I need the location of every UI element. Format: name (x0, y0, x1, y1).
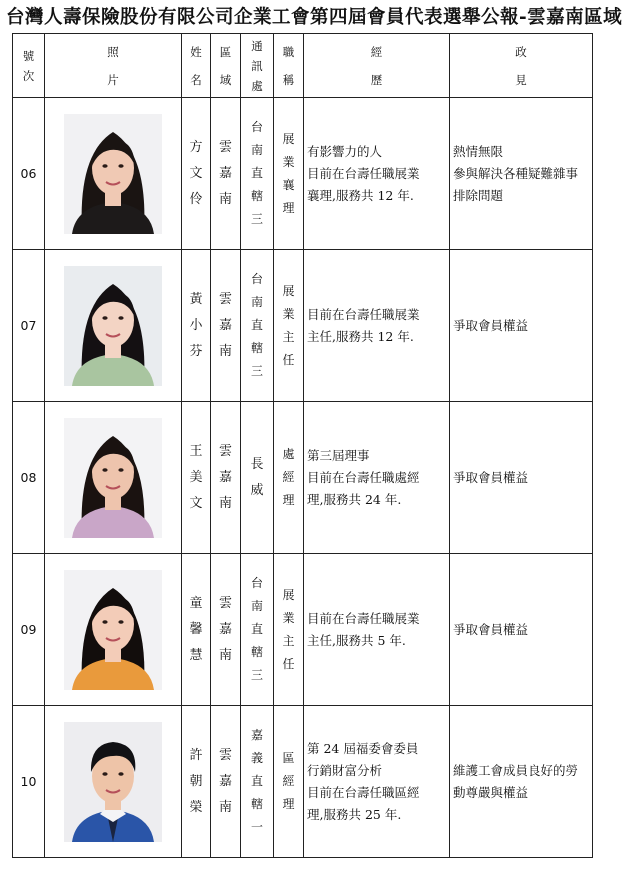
header-photo (45, 34, 182, 98)
candidate-office-cell (241, 554, 274, 706)
candidate-region-cell (211, 402, 241, 554)
candidate-title-cell (274, 98, 304, 250)
candidate-title-char: 處 (282, 447, 295, 461)
candidate-name-char: 王 (189, 443, 203, 459)
candidate-region-char: 南 (218, 799, 232, 815)
candidate-office (250, 452, 263, 504)
header-char: 片 (107, 72, 119, 87)
experience-line: 有影響力的人 (307, 143, 383, 159)
experience-line: 目前在台壽任職展業 (307, 165, 420, 181)
candidate-number: 09 (13, 554, 45, 706)
candidate-title-char: 任 (282, 656, 295, 671)
candidate-name-char: 芬 (189, 343, 203, 359)
candidate-title (282, 128, 294, 220)
candidate-office-char: 台 (250, 120, 263, 134)
header-char: 稱 (282, 72, 295, 87)
candidate-office-char: 三 (250, 212, 263, 226)
experience-line: 第三屆理事 (307, 447, 370, 463)
candidate-region-char: 嘉 (218, 317, 232, 333)
candidate-name-char: 伶 (189, 191, 203, 207)
header-char: 姓 (190, 44, 202, 59)
header-char: 職 (282, 44, 295, 59)
candidate-photo (64, 266, 162, 386)
candidate-region-char: 雲 (218, 595, 232, 611)
candidate-title (282, 280, 294, 372)
portrait-image (64, 266, 162, 386)
header-office (241, 34, 274, 98)
candidate-title-char: 主 (282, 633, 295, 648)
candidate-title-cell (274, 250, 304, 402)
candidate-title-char: 理 (282, 797, 295, 811)
candidate-office-char: 直 (250, 318, 263, 332)
portrait-image (64, 418, 162, 538)
header-policy (450, 34, 593, 98)
candidate-number: 07 (13, 250, 45, 402)
candidate-title-cell (274, 554, 304, 706)
candidate-name-cell (182, 402, 211, 554)
portrait-image (64, 722, 162, 842)
candidate-office (251, 268, 263, 383)
candidate-name-cell (182, 706, 211, 858)
candidate-office-cell (241, 98, 274, 250)
candidate-name-char: 榮 (189, 799, 203, 815)
experience-line: 理,服務共 24 年. (307, 491, 402, 507)
candidate-number: 10 (13, 706, 45, 858)
candidate-policy (450, 706, 593, 858)
candidate-title-char: 業 (282, 154, 295, 169)
candidate-photo-cell (45, 706, 182, 858)
header-number (13, 34, 45, 98)
candidate-title-char: 展 (282, 587, 295, 602)
candidate-name-char: 慧 (189, 647, 203, 663)
candidate-region-cell (211, 706, 241, 858)
header-char: 訊 (251, 58, 263, 73)
candidate-name-cell (182, 98, 211, 250)
candidate-region-char: 雲 (218, 443, 232, 459)
candidate-name-char: 文 (189, 495, 203, 511)
policy-line: 爭取會員權益 (453, 469, 529, 485)
candidate-title-char: 主 (282, 329, 295, 344)
candidate-experience (304, 706, 450, 858)
candidate-name-char: 文 (189, 165, 203, 181)
candidate-experience (304, 402, 450, 554)
candidate-photo (64, 114, 162, 234)
candidate-policy (450, 250, 593, 402)
policy-line: 爭取會員權益 (453, 317, 529, 333)
header-job-title (274, 34, 304, 98)
candidate-title-char: 經 (282, 470, 295, 484)
header-region (211, 34, 241, 98)
experience-line: 目前在台壽任職處經 (307, 469, 420, 485)
candidate-title-char: 區 (282, 751, 295, 765)
candidate-name-char: 黃 (189, 291, 203, 307)
candidate-row (13, 98, 593, 250)
candidate-region (219, 591, 232, 669)
candidate-region-char: 嘉 (218, 165, 232, 181)
candidate-region (219, 439, 232, 517)
candidate-title-char: 業 (282, 610, 295, 625)
portrait-image (64, 570, 162, 690)
candidate-row (13, 706, 593, 858)
candidate-region-char: 南 (218, 495, 232, 511)
candidate-policy (450, 98, 593, 250)
candidate-office-cell (241, 250, 274, 402)
candidate-name-char: 方 (189, 139, 203, 155)
candidate-name (189, 287, 202, 365)
candidate-region-char: 雲 (218, 139, 232, 155)
policy-line: 參與解決各種疑難雜事 (453, 165, 579, 181)
candidate-office-char: 轄 (250, 797, 263, 811)
experience-line: 理,服務共 25 年. (307, 806, 402, 822)
experience-line: 行銷財富分析 (307, 762, 383, 778)
candidate-region-char: 雲 (218, 291, 232, 307)
candidate-region-char: 嘉 (218, 469, 232, 485)
candidate-name-char: 美 (189, 469, 203, 485)
candidate-number: 06 (13, 98, 45, 250)
header-char: 名 (190, 72, 202, 87)
header-experience (304, 34, 450, 98)
candidate-office-char: 南 (250, 599, 263, 613)
candidate-experience (304, 554, 450, 706)
candidate-name-char: 朝 (189, 773, 203, 789)
candidate-office (251, 116, 263, 231)
candidate-office-char: 嘉 (250, 728, 263, 742)
candidate-row (13, 250, 593, 402)
candidate-office-char: 直 (250, 166, 263, 180)
candidate-name (189, 743, 202, 821)
candidate-office-char: 三 (250, 364, 263, 378)
candidate-photo (64, 570, 162, 690)
candidate-office-char: 轄 (250, 189, 263, 203)
experience-line: 目前在台壽任職展業 (307, 610, 420, 626)
header-char: 照 (107, 44, 119, 59)
candidate-office-char: 台 (250, 272, 263, 286)
policy-line: 維護工會成員良好的勞 (453, 762, 579, 778)
candidate-office-char: 直 (250, 774, 263, 788)
candidate-region-cell (211, 250, 241, 402)
candidate-title (282, 747, 294, 816)
candidate-office-char: 長 (250, 456, 264, 472)
candidate-title-cell (274, 706, 304, 858)
candidate-title-char: 理 (282, 200, 295, 215)
policy-line: 排除問題 (453, 187, 504, 203)
candidate-name (189, 135, 202, 213)
header-char: 區 (219, 44, 232, 59)
candidate-office-char: 轄 (250, 341, 263, 355)
header-char: 通 (251, 38, 263, 53)
candidate-title-char: 展 (282, 131, 295, 146)
candidate-office-cell (241, 706, 274, 858)
experience-line: 襄理,服務共 12 年. (307, 187, 414, 203)
candidate-title (282, 443, 294, 512)
candidate-name-char: 童 (189, 595, 203, 611)
candidate-title (282, 584, 294, 676)
candidate-title-char: 經 (282, 774, 295, 788)
header-char: 域 (219, 72, 232, 87)
header-char: 經 (370, 44, 383, 59)
candidate-table (12, 33, 593, 858)
candidate-office-char: 南 (250, 143, 263, 157)
candidate-row (13, 402, 593, 554)
candidate-title-char: 展 (282, 283, 295, 298)
candidate-photo-cell (45, 250, 182, 402)
candidate-office-char: 威 (250, 482, 264, 498)
candidate-name-char: 許 (189, 747, 203, 763)
candidate-region (219, 743, 232, 821)
candidate-region (219, 287, 232, 365)
header-char: 歷 (370, 72, 383, 87)
candidate-photo-cell (45, 98, 182, 250)
header-char: 號 (22, 48, 35, 63)
candidate-office-char: 轄 (250, 645, 263, 659)
candidate-number: 08 (13, 402, 45, 554)
candidate-photo (64, 722, 162, 842)
candidate-region (219, 135, 232, 213)
candidate-office-char: 義 (250, 751, 263, 765)
experience-line: 第 24 屆福委會委員 (307, 740, 419, 756)
header-char: 處 (251, 78, 263, 93)
candidate-photo (64, 418, 162, 538)
candidate-office-char: 三 (250, 668, 263, 682)
page-title: 台灣人壽保險股份有限公司企業工會第四屆會員代表選舉公報-雲嘉南區域 (6, 7, 623, 28)
candidate-office-char: 直 (250, 622, 263, 636)
candidate-name-char: 馨 (189, 621, 203, 637)
header-char: 政 (515, 44, 527, 59)
candidate-region-char: 嘉 (218, 621, 232, 637)
header-char: 見 (515, 72, 527, 87)
candidate-office-char: 台 (250, 576, 263, 590)
candidate-region-char: 嘉 (218, 773, 232, 789)
candidate-region-char: 雲 (218, 747, 232, 763)
portrait-image (64, 114, 162, 234)
experience-line: 主任,服務共 12 年. (307, 328, 414, 344)
candidate-region-char: 南 (218, 343, 232, 359)
candidate-photo-cell (45, 402, 182, 554)
candidate-title-cell (274, 402, 304, 554)
candidate-title-char: 襄 (282, 177, 295, 192)
header-row (13, 34, 593, 98)
candidate-experience (304, 98, 450, 250)
experience-line: 目前在台壽任職區經 (307, 784, 420, 800)
candidate-row (13, 554, 593, 706)
policy-line: 熱情無限 (453, 143, 504, 159)
candidate-title-char: 業 (282, 306, 295, 321)
candidate-region-char: 南 (218, 647, 232, 663)
header-name (182, 34, 211, 98)
candidate-office-char: 一 (250, 820, 263, 834)
candidate-policy (450, 554, 593, 706)
policy-line: 動尊嚴與權益 (453, 784, 529, 800)
candidate-name-cell (182, 250, 211, 402)
experience-line: 主任,服務共 5 年. (307, 632, 406, 648)
header-char: 次 (22, 68, 35, 83)
candidate-region-cell (211, 554, 241, 706)
candidate-title-char: 任 (282, 352, 295, 367)
candidate-name (189, 439, 202, 517)
candidate-photo-cell (45, 554, 182, 706)
candidate-name-char: 小 (189, 317, 203, 333)
candidate-name (189, 591, 202, 669)
candidate-office (251, 572, 263, 687)
candidate-title-char: 理 (282, 493, 295, 507)
candidate-name-cell (182, 554, 211, 706)
candidate-office-cell (241, 402, 274, 554)
candidate-region-char: 南 (218, 191, 232, 207)
candidate-region-cell (211, 98, 241, 250)
candidate-policy (450, 402, 593, 554)
candidate-experience (304, 250, 450, 402)
candidate-office-char: 南 (250, 295, 263, 309)
policy-line: 爭取會員權益 (453, 621, 529, 637)
experience-line: 目前在台壽任職展業 (307, 306, 420, 322)
candidate-office (251, 724, 263, 839)
